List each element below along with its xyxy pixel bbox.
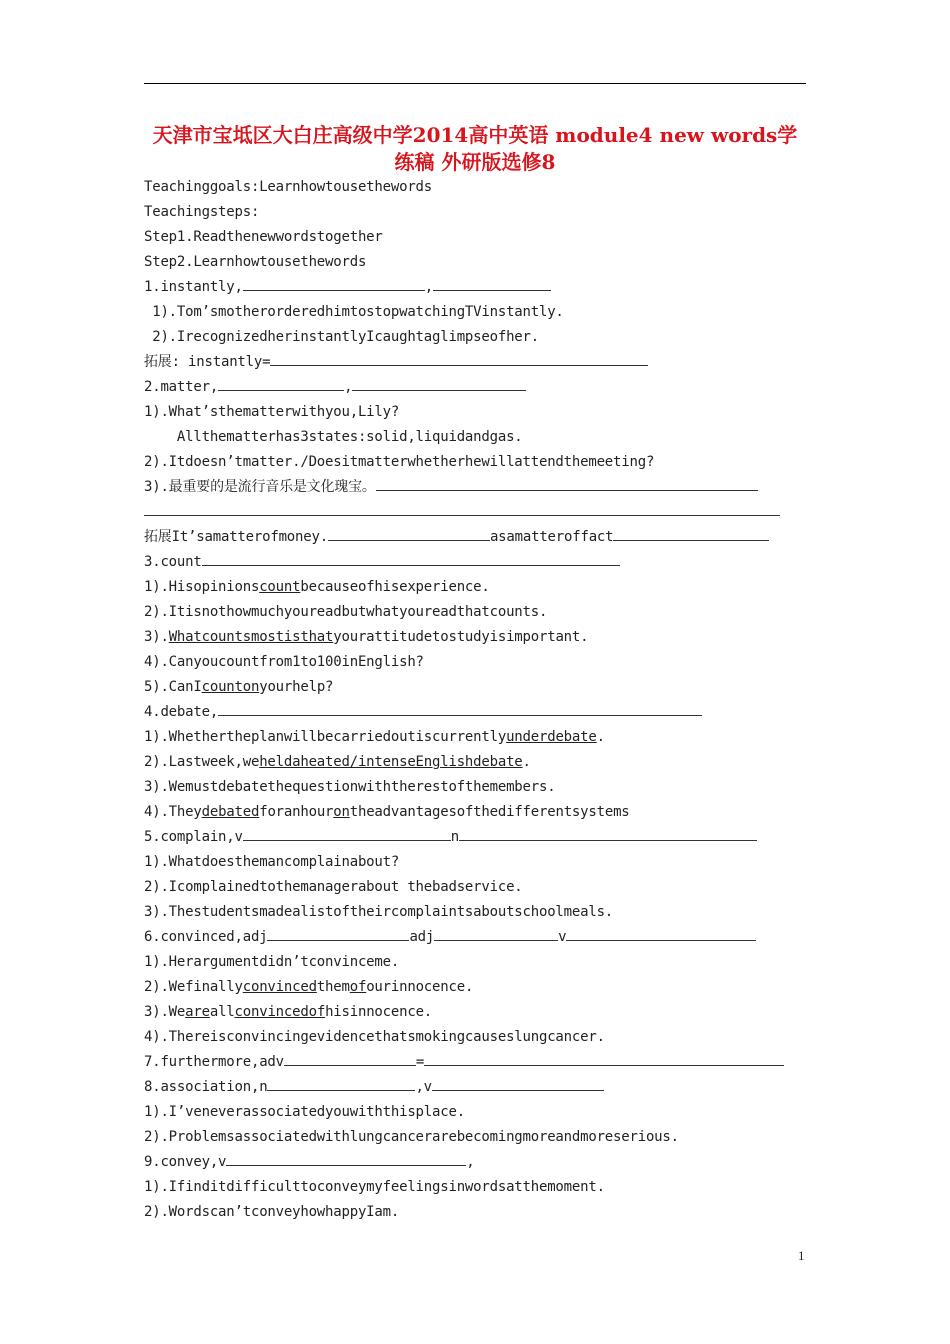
text-line: 1).Tom’smotherorderedhimtostopwatchingTVinstantly. xyxy=(144,304,564,320)
page-number: 1 xyxy=(798,1248,805,1263)
text-line: 2).Wefinallyconvincedthemofourinnocence. xyxy=(144,979,474,995)
text-line: 2.matter, , xyxy=(144,378,526,396)
answer-blank[interactable] xyxy=(267,1089,415,1091)
text-line: 6.convinced,adj adj v xyxy=(144,928,756,946)
text-line: 2).Problemsassociatedwithlungcancerarebecomingmoreandmoreserious. xyxy=(144,1129,679,1145)
text-line xyxy=(144,503,780,521)
answer-blank[interactable] xyxy=(434,939,558,941)
text-line: 3).Wemustdebatethequestionwiththerestofthemembers. xyxy=(144,779,556,795)
answer-blank[interactable] xyxy=(432,1089,604,1091)
answer-blank[interactable] xyxy=(433,289,551,291)
text-line: 1).Whethertheplanwillbecarriedoutiscurrentlyunderdebate. xyxy=(144,729,605,745)
text-line: 8.association,n ,v xyxy=(144,1078,604,1096)
text-line: 5).CanIcountonyourhelp? xyxy=(144,679,334,695)
text-line: 拓展: instantly= xyxy=(144,353,648,371)
text-line: 3).Whatcountsmostisthatyourattitudetostudyisimportant. xyxy=(144,629,589,645)
answer-blank[interactable] xyxy=(376,489,758,491)
text-line: 1).Ifinditdifficulttoconveymyfeelingsinwordsatthemoment. xyxy=(144,1179,605,1195)
answer-blank[interactable] xyxy=(566,939,756,941)
text-line: 3).Thestudentsmadealistoftheircomplaintsaboutschoolmeals. xyxy=(144,904,614,920)
text-line: 1).What’sthematterwithyou,Lily? xyxy=(144,404,400,420)
text-line: 3).最重要的是流行音乐是文化瑰宝。 xyxy=(144,478,758,496)
answer-blank[interactable] xyxy=(328,539,490,541)
text-line: Teachingsteps: xyxy=(144,204,260,220)
text-line: 2).Icomplainedtothemanagerabout thebadservice. xyxy=(144,879,523,895)
text-line: Allthematterhas3states:solid,liquidandgas. xyxy=(144,429,523,445)
document-title: 天津市宝坻区大白庄高级中学2014高中英语 module4 new words学练稿 外研版选修8 xyxy=(152,123,798,174)
answer-blank[interactable] xyxy=(144,514,780,516)
text-line: Teachinggoals:Learnhowtousethewords xyxy=(144,179,433,195)
answer-blank[interactable] xyxy=(267,939,409,941)
answer-blank[interactable] xyxy=(243,289,425,291)
answer-blank[interactable] xyxy=(284,1064,416,1066)
answer-blank[interactable] xyxy=(243,839,451,841)
text-line: 2).IrecognizedherinstantlyIcaughtaglimpseofher. xyxy=(144,329,539,345)
answer-blank[interactable] xyxy=(352,389,526,391)
text-line: 3.count xyxy=(144,553,620,571)
answer-blank[interactable] xyxy=(613,539,769,541)
text-line: 4).Canyoucountfrom1to100inEnglish? xyxy=(144,654,424,670)
text-line: 4).Theydebatedforanhourontheadvantagesofthedifferentsystems xyxy=(144,804,630,820)
text-line: Step1.Readthenewwordstogether xyxy=(144,229,383,245)
text-line: 1).I’veneverassociatedyouwiththisplace. xyxy=(144,1104,465,1120)
answer-blank[interactable] xyxy=(270,364,648,366)
text-line: Step2.Learnhowtousethewords xyxy=(144,254,367,270)
text-line: 2).Lastweek,weheldaheated/intenseEnglishdebate. xyxy=(144,754,531,770)
text-line: 拓展It’samatterofmoney. asamatteroffact xyxy=(144,528,769,546)
answer-blank[interactable] xyxy=(459,839,757,841)
answer-blank[interactable] xyxy=(218,714,702,716)
text-line: 9.convey,v , xyxy=(144,1154,475,1170)
text-line: 2).Itdoesn’tmatter./Doesitmatterwhetherhewillattendthemeeting? xyxy=(144,454,655,470)
text-line: 7.furthermore,adv = xyxy=(144,1053,784,1071)
text-line: 4).Thereisconvincingevidencethatsmokingcauseslungcancer. xyxy=(144,1029,605,1045)
text-line: 1).Herargumentdidn’tconvinceme. xyxy=(144,954,400,970)
text-line: 2).Wordscan’tconveyhowhappyIam. xyxy=(144,1204,400,1220)
answer-blank[interactable] xyxy=(424,1064,784,1066)
answer-blank[interactable] xyxy=(202,564,620,566)
text-line: 2).Itisnothowmuchyoureadbutwhatyoureadthatcounts. xyxy=(144,604,548,620)
header-rule xyxy=(144,83,806,84)
answer-blank[interactable] xyxy=(226,1164,466,1166)
text-line: 5.complain,v n xyxy=(144,828,757,846)
text-line: 1).Whatdoesthemancomplainabout? xyxy=(144,854,400,870)
text-line: 1.instantly, , xyxy=(144,278,551,296)
answer-blank[interactable] xyxy=(218,389,344,391)
text-line: 4.debate, xyxy=(144,703,702,721)
text-line: 3).Weareallconvincedofhisinnocence. xyxy=(144,1004,433,1020)
text-line: 1).Hisopinionscountbecauseofhisexperience. xyxy=(144,579,490,595)
